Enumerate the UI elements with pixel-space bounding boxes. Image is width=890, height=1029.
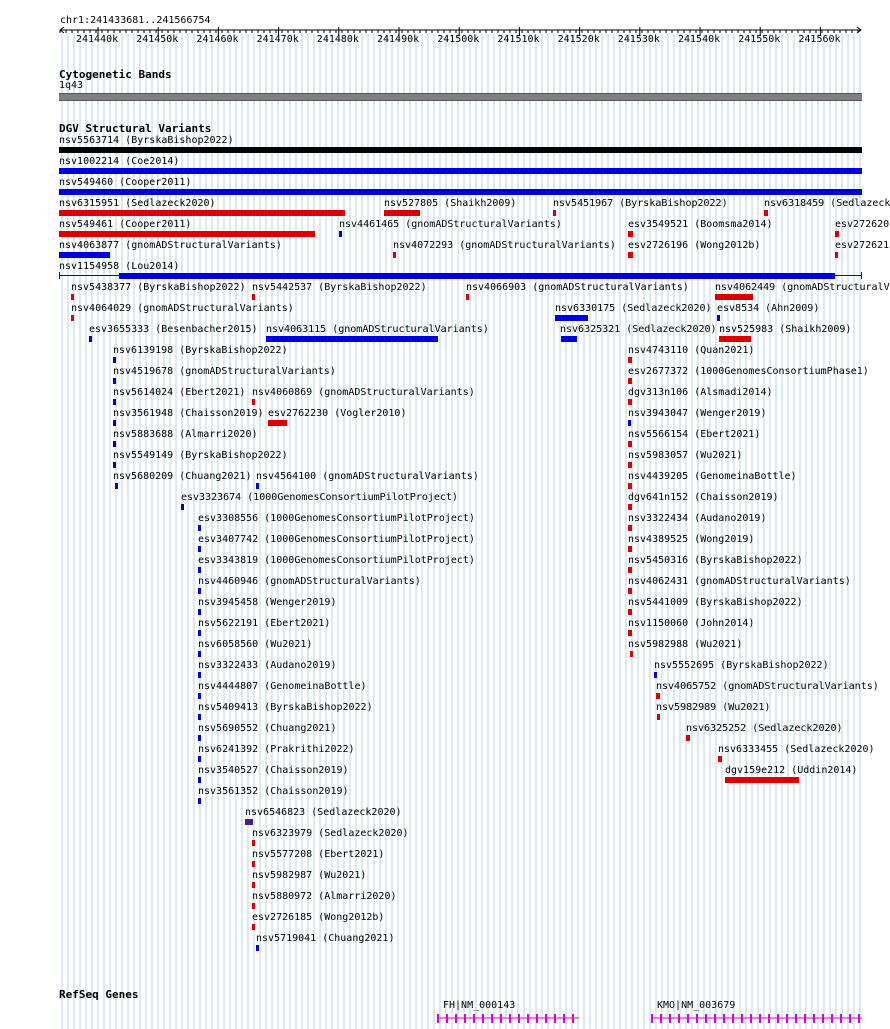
ruler-tick-label: 241500k — [437, 34, 480, 45]
variant-label: dgv159e212 (Uddin2014) — [725, 765, 858, 776]
gene-exon — [563, 1014, 565, 1023]
variant-bar[interactable] — [393, 252, 396, 258]
coordinate-label: chr1:241433681..241566754 — [60, 15, 211, 26]
variant-label: nsv6325252 (Sedlazeck2020) — [686, 723, 843, 734]
variant-bar[interactable] — [561, 336, 577, 342]
variant-bar[interactable] — [59, 231, 315, 237]
gene-exon — [705, 1014, 707, 1023]
ruler-tick-label: 241470k — [256, 34, 299, 45]
variant-label: nsv5883688 (Almarri2020) — [113, 429, 258, 440]
gene-label: KMO|NM_003679 — [657, 1000, 736, 1011]
variant-label: nsv3945458 (Wenger2019) — [198, 597, 337, 608]
variant-label: nsv5566154 (Ebert2021) — [628, 429, 761, 440]
variant-bar[interactable] — [198, 588, 201, 594]
variant-label: nsv5563714 (ByrskaBishop2022) — [59, 135, 234, 146]
variant-label: nsv5409413 (ByrskaBishop2022) — [198, 702, 373, 713]
variant-label: nsv6333455 (Sedlazeck2020) — [718, 744, 875, 755]
gene-exon — [572, 1014, 574, 1023]
gene-exon — [660, 1014, 662, 1023]
variant-bar[interactable] — [268, 420, 287, 426]
variant-label: nsv5982987 (Wu2021) — [252, 870, 367, 881]
variant-label: esv8534 (Ahn2009) — [717, 303, 820, 314]
cytoband-bar[interactable] — [59, 93, 862, 101]
variant-label: nsv525983 (Shaikh2009) — [719, 324, 852, 335]
gene-exon — [437, 1014, 439, 1023]
variant-bar[interactable] — [630, 651, 633, 657]
variant-bar[interactable] — [198, 630, 201, 636]
variant-bar[interactable] — [115, 483, 118, 489]
gene-exon — [768, 1014, 770, 1023]
gene-exon — [786, 1014, 788, 1023]
variant-bar[interactable] — [553, 210, 556, 216]
variant-bar[interactable] — [252, 294, 255, 300]
variant-label: nsv5549149 (ByrskaBishop2022) — [113, 450, 288, 461]
variant-label: nsv4072293 (gnomADStructuralVariants) — [393, 240, 616, 251]
variant-bar[interactable] — [198, 567, 201, 573]
gene-exon — [831, 1014, 833, 1023]
variant-bar[interactable] — [628, 399, 632, 405]
variant-label: esv3655333 (Besenbacher2015) — [89, 324, 258, 335]
variant-label: nsv5438377 (ByrskaBishop2022) — [71, 282, 246, 293]
cytoband-title: Cytogenetic Bands — [59, 68, 172, 81]
variant-bar[interactable] — [466, 294, 469, 300]
variant-label: nsv4460946 (gnomADStructuralVariants) — [198, 576, 421, 587]
variant-label: nsv5614024 (Ebert2021) — [113, 387, 246, 398]
variant-label: nsv6323979 (Sedlazeck2020) — [252, 828, 409, 839]
gene-exon — [759, 1014, 761, 1023]
gene-exon — [822, 1014, 824, 1023]
variant-bar[interactable] — [628, 378, 632, 384]
variant-bar[interactable] — [657, 714, 660, 720]
variant-bar[interactable] — [198, 714, 201, 720]
variant-bar[interactable] — [245, 819, 253, 825]
variant-bar[interactable] — [835, 231, 839, 237]
variant-bar[interactable] — [59, 210, 345, 216]
cytoband-label: 1q43 — [59, 80, 84, 91]
gene-exon — [518, 1014, 520, 1023]
ruler-tick-label: 241540k — [678, 34, 721, 45]
variant-label: nsv5690552 (Chuang2021) — [198, 723, 337, 734]
variant-bar[interactable] — [715, 294, 753, 300]
variant-span-line — [59, 275, 862, 276]
variant-bar[interactable] — [654, 672, 657, 678]
variant-label: nsv4064029 (gnomADStructuralVariants) — [71, 303, 294, 314]
variant-bar[interactable] — [71, 315, 74, 321]
gene-label: FH|NM_000143 — [443, 1000, 516, 1011]
variant-bar[interactable] — [113, 378, 116, 384]
variant-bar[interactable] — [252, 861, 255, 867]
variant-label: nsv5680209 (Chuang2021) — [113, 471, 252, 482]
gene-exon — [527, 1014, 529, 1023]
variant-bar[interactable] — [113, 441, 116, 447]
variant-label: nsv4564100 (gnomADStructuralVariants) — [256, 471, 479, 482]
variant-label: nsv5442537 (ByrskaBishop2022) — [252, 282, 427, 293]
variant-label: nsv5622191 (Ebert2021) — [198, 618, 331, 629]
variant-bar[interactable] — [628, 567, 632, 573]
variant-bar[interactable] — [59, 252, 110, 258]
gene-exon — [536, 1014, 538, 1023]
variant-label: nsv3322434 (Audano2019) — [628, 513, 767, 524]
variant-bar[interactable] — [725, 777, 799, 783]
gene-exon — [482, 1014, 484, 1023]
variant-bar[interactable] — [198, 546, 201, 552]
variant-label: esv3549521 (Boomsma2014) — [628, 219, 773, 230]
ruler-tick-label: 241530k — [617, 34, 660, 45]
gene-exon — [455, 1014, 457, 1023]
ruler-tick-label: 241520k — [557, 34, 600, 45]
variant-label: nsv4060869 (gnomADStructuralVariants) — [252, 387, 475, 398]
gene-exon — [840, 1014, 842, 1023]
variant-label: nsv6546823 (Sedlazeck2020) — [245, 807, 402, 818]
variant-label: nsv6058560 (Wu2021) — [198, 639, 313, 650]
gene-exon — [464, 1014, 466, 1023]
variant-label: nsv4063877 (gnomADStructuralVariants) — [59, 240, 282, 251]
variant-bar[interactable] — [719, 336, 751, 342]
ruler-tick-label: 241510k — [497, 34, 540, 45]
variant-bar[interactable] — [256, 483, 259, 489]
variant-label: nsv1154958 (Lou2014) — [59, 261, 180, 272]
variant-label: nsv5451967 (ByrskaBishop2022) — [553, 198, 728, 209]
variant-bar[interactable] — [764, 210, 768, 216]
variant-bar[interactable] — [628, 588, 632, 594]
variant-label: nsv5983057 (Wu2021) — [628, 450, 743, 461]
variant-label: nsv5880972 (Almarri2020) — [252, 891, 397, 902]
variant-bar[interactable] — [252, 840, 255, 846]
ruler-tick-label: 241440k — [76, 34, 119, 45]
gene-exon — [446, 1014, 448, 1023]
variant-label: dgv313n106 (Alsmadi2014) — [628, 387, 773, 398]
variant-bar[interactable] — [628, 609, 632, 615]
variant-label: nsv4062431 (gnomADStructuralVariants) — [628, 576, 851, 587]
variant-bar[interactable] — [198, 756, 201, 762]
variant-bar[interactable] — [686, 735, 690, 741]
gene-exon — [813, 1014, 815, 1023]
variant-label: nsv5719041 (Chuang2021) — [256, 933, 395, 944]
variant-bar[interactable] — [339, 231, 342, 237]
variant-span-end — [861, 272, 862, 279]
variant-bar[interactable] — [71, 294, 74, 300]
variant-bar[interactable] — [181, 504, 184, 510]
gene-exon — [651, 1014, 653, 1023]
variant-bar[interactable] — [256, 945, 259, 951]
variant-bar[interactable] — [628, 525, 632, 531]
gene-exon — [795, 1014, 797, 1023]
variant-label: nsv3561352 (Chaisson2019) — [198, 786, 349, 797]
variant-label: esv3407742 (1000GenomesConsortiumPilotProject) — [198, 534, 475, 545]
variant-bar[interactable] — [198, 693, 201, 699]
variant-label: nsv6325321 (Sedlazeck2020) — [560, 324, 717, 335]
variant-label: nsv4444807 (GenomeinaBottle) — [198, 681, 367, 692]
variant-label: nsv5450316 (ByrskaBishop2022) — [628, 555, 803, 566]
variant-bar[interactable] — [656, 693, 660, 699]
variant-label: nsv1150060 (John2014) — [628, 618, 755, 629]
gene-exon — [473, 1014, 475, 1023]
gene-exon — [777, 1014, 779, 1023]
gene-exon — [723, 1014, 725, 1023]
variant-bar[interactable] — [266, 336, 438, 342]
dgv-title: DGV Structural Variants — [59, 122, 212, 135]
variant-label: nsv5982988 (Wu2021) — [628, 639, 743, 650]
variant-bar[interactable] — [113, 420, 116, 426]
variant-label: nsv4063115 (gnomADStructuralVariants) — [266, 324, 489, 335]
variant-label: nsv6318459 (Sedlazeck — [764, 198, 890, 209]
gene-exon — [858, 1014, 860, 1023]
variant-label: nsv4066903 (gnomADStructuralVariants) — [466, 282, 689, 293]
variant-bar[interactable] — [628, 483, 632, 489]
variant-label: dgv641n152 (Chaisson2019) — [628, 492, 779, 503]
variant-label: nsv6139198 (ByrskaBishop2022) — [113, 345, 288, 356]
variant-label: nsv4743110 (Quan2021) — [628, 345, 755, 356]
gene-exon — [500, 1014, 502, 1023]
variant-bar[interactable] — [835, 252, 838, 258]
ruler-tick-label: 241550k — [738, 34, 781, 45]
variant-bar[interactable] — [718, 756, 722, 762]
gene-exon — [554, 1014, 556, 1023]
variant-label: nsv5552695 (ByrskaBishop2022) — [654, 660, 829, 671]
variant-bar[interactable] — [252, 903, 255, 909]
variant-label: esv272620 — [835, 219, 890, 230]
variant-bar[interactable] — [628, 252, 633, 258]
variant-bar[interactable] — [628, 231, 633, 237]
variant-bar[interactable] — [628, 504, 632, 510]
gene-exon — [687, 1014, 689, 1023]
variant-bar[interactable] — [628, 441, 632, 447]
variant-bar[interactable] — [198, 525, 201, 531]
gene-exon — [669, 1014, 671, 1023]
ruler-tick-label: 241480k — [316, 34, 359, 45]
variant-label: nsv4519678 (gnomADStructuralVariants) — [113, 366, 336, 377]
variant-label: nsv1002214 (Coe2014) — [59, 156, 180, 167]
variant-label: nsv527805 (Shaikh2009) — [384, 198, 517, 209]
gene-exon — [804, 1014, 806, 1023]
variant-bar[interactable] — [113, 399, 116, 405]
variant-bar[interactable] — [252, 399, 255, 405]
variant-bar[interactable] — [628, 630, 632, 636]
gene-model[interactable] — [649, 1011, 864, 1027]
gene-exon — [849, 1014, 851, 1023]
variant-bar[interactable] — [198, 735, 201, 741]
variant-label: esv272621 — [835, 240, 890, 251]
variant-label: esv2762230 (Vogler2010) — [268, 408, 407, 419]
variant-label: nsv3540527 (Chaisson2019) — [198, 765, 349, 776]
variant-label: nsv3322433 (Audano2019) — [198, 660, 337, 671]
variant-label: nsv6315951 (Sedlazeck2020) — [59, 198, 216, 209]
variant-span-end — [59, 272, 60, 279]
variant-bar[interactable] — [113, 357, 116, 363]
variant-bar[interactable] — [113, 462, 116, 468]
variant-label: nsv4461465 (gnomADStructuralVariants) — [339, 219, 562, 230]
variant-bar[interactable] — [198, 777, 201, 783]
ruler-tick-label: 241560k — [798, 34, 841, 45]
variant-label: nsv3943047 (Wenger2019) — [628, 408, 767, 419]
variant-label: nsv4062449 (gnomADStructuralV — [715, 282, 890, 293]
variant-label: esv3308556 (1000GenomesConsortiumPilotProject) — [198, 513, 475, 524]
variant-bar[interactable] — [717, 315, 720, 321]
gene-model[interactable] — [435, 1011, 581, 1027]
ruler-tick-label: 241460k — [196, 34, 239, 45]
variant-label: nsv6241392 (Prakrithi2022) — [198, 744, 355, 755]
variant-label: nsv5577208 (Ebert2021) — [252, 849, 385, 860]
variant-bar[interactable] — [628, 462, 632, 468]
variant-label: nsv5982989 (Wu2021) — [656, 702, 771, 713]
variant-label: nsv549461 (Cooper2011) — [59, 219, 192, 230]
gene-exon — [714, 1014, 716, 1023]
gene-exon — [545, 1014, 547, 1023]
variant-label: nsv4065752 (gnomADStructuralVariants) — [656, 681, 879, 692]
variant-label: nsv5441009 (ByrskaBishop2022) — [628, 597, 803, 608]
gene-exon — [741, 1014, 743, 1023]
variant-label: esv3343819 (1000GenomesConsortiumPilotProject) — [198, 555, 475, 566]
variant-bar[interactable] — [198, 798, 201, 804]
variant-bar[interactable] — [252, 882, 255, 888]
variant-bar[interactable] — [628, 357, 632, 363]
gene-exon — [509, 1014, 511, 1023]
variant-bar[interactable] — [59, 189, 862, 195]
ruler-tick-label: 241490k — [377, 34, 420, 45]
variant-bar[interactable] — [89, 336, 92, 342]
variant-label: nsv4389525 (Wong2019) — [628, 534, 755, 545]
variant-bar[interactable] — [119, 273, 835, 279]
refseq-title: RefSeq Genes — [59, 988, 139, 1001]
variant-label: esv2677372 (1000GenomesConsortiumPhase1) — [628, 366, 869, 377]
gene-exon — [678, 1014, 680, 1023]
variant-bar[interactable] — [198, 651, 201, 657]
variant-label: esv2726196 (Wong2012b) — [628, 240, 761, 251]
gene-exon — [750, 1014, 752, 1023]
variant-bar[interactable] — [198, 609, 201, 615]
variant-bar[interactable] — [59, 168, 862, 174]
variant-label: nsv4439205 (GenomeinaBottle) — [628, 471, 797, 482]
gene-exon — [491, 1014, 493, 1023]
variant-bar[interactable] — [198, 672, 201, 678]
variant-bar[interactable] — [384, 210, 420, 216]
variant-bar[interactable] — [555, 315, 588, 321]
variant-label: esv3323674 (1000GenomesConsortiumPilotProject) — [181, 492, 458, 503]
variant-bar[interactable] — [252, 924, 255, 930]
variant-bar[interactable] — [628, 546, 632, 552]
variant-label: nsv6330175 (Sedlazeck2020) — [555, 303, 712, 314]
ruler-tick-label: 241450k — [136, 34, 179, 45]
gene-exon — [732, 1014, 734, 1023]
variant-bar[interactable] — [628, 420, 631, 426]
variant-label: nsv549460 (Cooper2011) — [59, 177, 192, 188]
variant-label: nsv3561948 (Chaisson2019) — [113, 408, 264, 419]
gene-exon — [696, 1014, 698, 1023]
variant-bar[interactable] — [59, 147, 862, 153]
variant-label: esv2726185 (Wong2012b) — [252, 912, 385, 923]
